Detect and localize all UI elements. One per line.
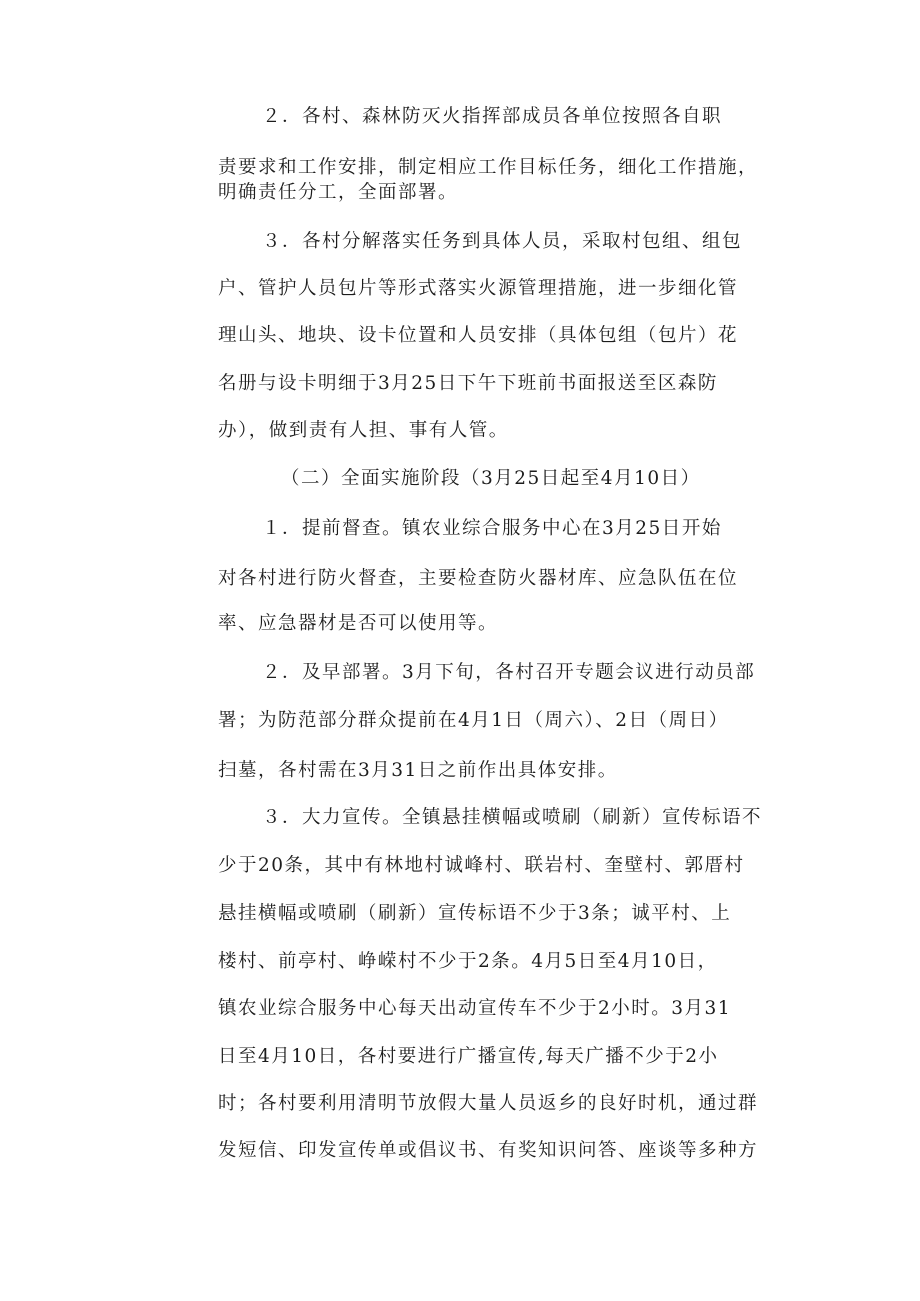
item-3-line-8: 发短信、印发宣传单或倡议书、有奖知识问答、座谈等多种方 bbox=[218, 1140, 759, 1161]
item-3-line-1: ３．大力宣传。全镇悬挂横幅或喷刷（刷新）宣传标语不 bbox=[262, 807, 763, 828]
paragraph-3-line-5: 办），做到责有人担、事有人管。 bbox=[218, 420, 509, 441]
item-3-line-3: 悬挂横幅或喷刷（刷新）宣传标语不少于3条；诚平村、上 bbox=[218, 903, 732, 924]
paragraph-2-line-2: 责要求和工作安排，制定相应工作目标任务，细化工作措施， bbox=[218, 157, 759, 178]
item-3-line-7: 时；各村要利用清明节放假大量人员返乡的良好时机，通过群 bbox=[218, 1093, 759, 1114]
item-3-line-2: 少于20条，其中有林地村诚峰村、联岩村、奎壁村、郭厝村 bbox=[218, 855, 745, 876]
item-1-line-2: 对各村进行防火督查，主要检查防火器材库、应急队伍在位 bbox=[218, 568, 739, 589]
item-3-line-4: 楼村、前亭村、峥嵘村不少于2条。4月5日至4月10日， bbox=[218, 951, 718, 972]
paragraph-2-line-3: 明确责任分工，全面部署。 bbox=[218, 182, 459, 203]
item-2-line-3: 扫墓，各村需在3月31日之前作出具体安排。 bbox=[218, 760, 618, 781]
paragraph-3-line-2: 户、管护人员包片等形式落实火源管理措施，进一步细化管 bbox=[218, 278, 739, 299]
item-3-line-5: 镇农业综合服务中心每天出动宣传车不少于2小时。3月31 bbox=[218, 998, 732, 1019]
paragraph-3-line-4: 名册与设卡明细于3月25日下午下班前书面报送至区森防 bbox=[218, 373, 718, 394]
item-2-line-2: 署；为防范部分群众提前在4月1日（周六）、2日（周日） bbox=[218, 710, 729, 731]
paragraph-3-line-3: 理山头、地块、设卡位置和人员安排（具体包组（包片）花 bbox=[218, 325, 739, 346]
item-3-line-6: 日至4月10日，各村要进行广播宣传,每天广播不少于2小 bbox=[218, 1046, 719, 1067]
item-1-line-1: １．提前督查。镇农业综合服务中心在3月25日开始 bbox=[262, 518, 722, 539]
paragraph-3-line-1: ３．各村分解落实任务到具体人员，采取村包组、组包 bbox=[262, 231, 743, 252]
section-heading: （二）全面实施阶段（3月25日起至4月10日） bbox=[281, 468, 701, 489]
item-1-line-3: 率、应急器材是否可以使用等。 bbox=[218, 613, 499, 634]
paragraph-2-line-1: ２．各村、森林防灭火指挥部成员各单位按照各自职 bbox=[262, 106, 723, 127]
item-2-line-1: ２．及早部署。3月下旬，各村召开专题会议进行动员部 bbox=[262, 662, 756, 683]
